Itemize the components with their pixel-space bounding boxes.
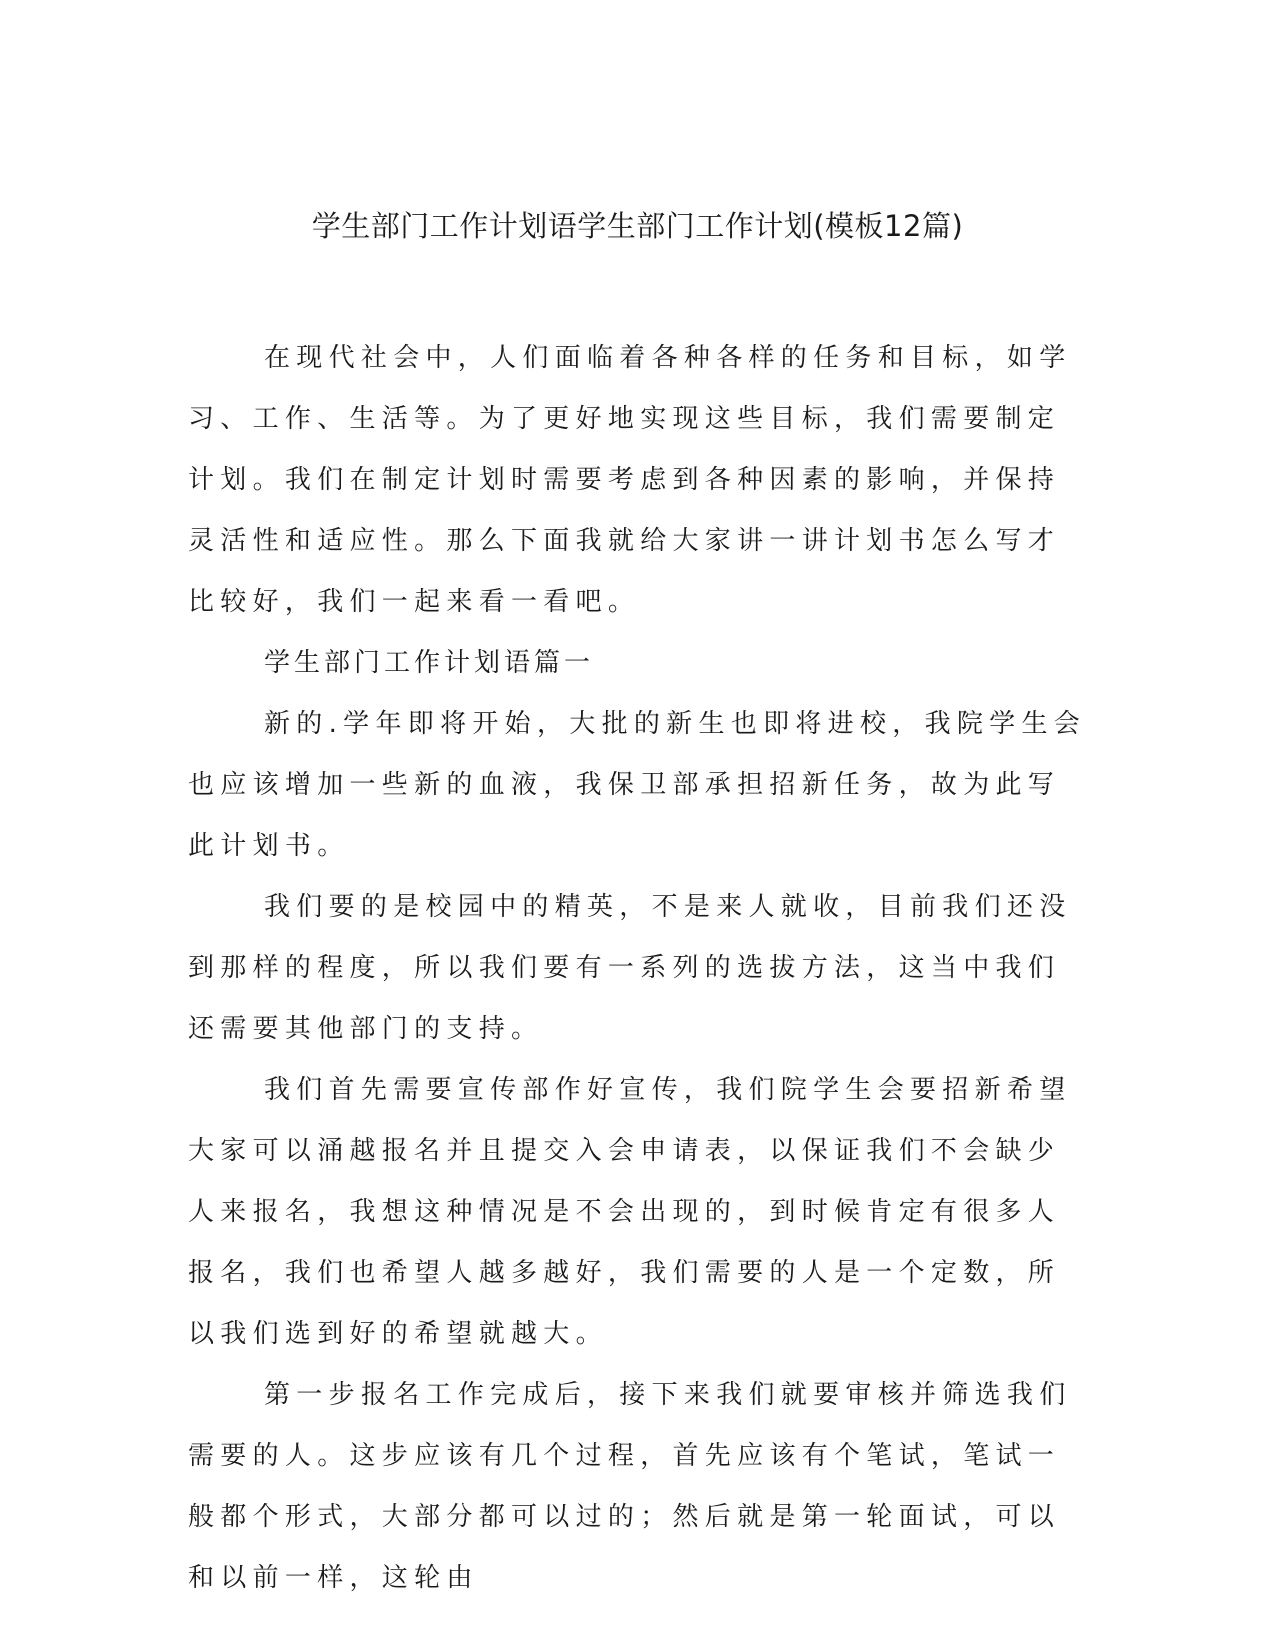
body-paragraph: 新的.学年即将开始，大批的新生也即将进校，我院学生会也应该增加一些新的血液，我保卫部承担招新任务，故为此写此计划书。	[188, 709, 1087, 861]
body-paragraph: 我们要的是校园中的精英，不是来人就收，目前我们还没到那样的程度，所以我们要有一系列的选拔方法，这当中我们还需要其他部门的支持。	[188, 892, 1072, 1044]
intro-paragraph: 在现代社会中，人们面临着各种各样的任务和目标，如学习、工作、生活等。为了更好地实现这些目标，我们需要制定计划。我们在制定计划时需要考虑到各种因素的影响，并保持灵活性和适应性。那么下面我就给大家讲一讲计划书怎么写才比较好，我们一起来看一看吧。	[188, 343, 1072, 617]
body-paragraph: 我们首先需要宣传部作好宣传，我们院学生会要招新希望大家可以涌越报名并且提交入会申请表，以保证我们不会缺少人来报名，我想这种情况是不会出现的，到时候肯定有很多人报名，我们也希望人越多越好，我们需要的人是一个定数，所以我们选到好的希望就越大。	[188, 1075, 1072, 1349]
document-body	[188, 328, 1088, 1609]
section-heading: 学生部门工作计划语篇一	[264, 648, 595, 678]
body-paragraph: 第一步报名工作完成后，接下来我们就要审核并筛选我们需要的人。这步应该有几个过程，首先应该有个笔试，笔试一般都个形式，大部分都可以过的；然后就是第一轮面试，可以和以前一样，这轮由	[188, 1380, 1072, 1593]
document-title: 学生部门工作计划语学生部门工作计划(模板12篇)	[311, 209, 964, 243]
